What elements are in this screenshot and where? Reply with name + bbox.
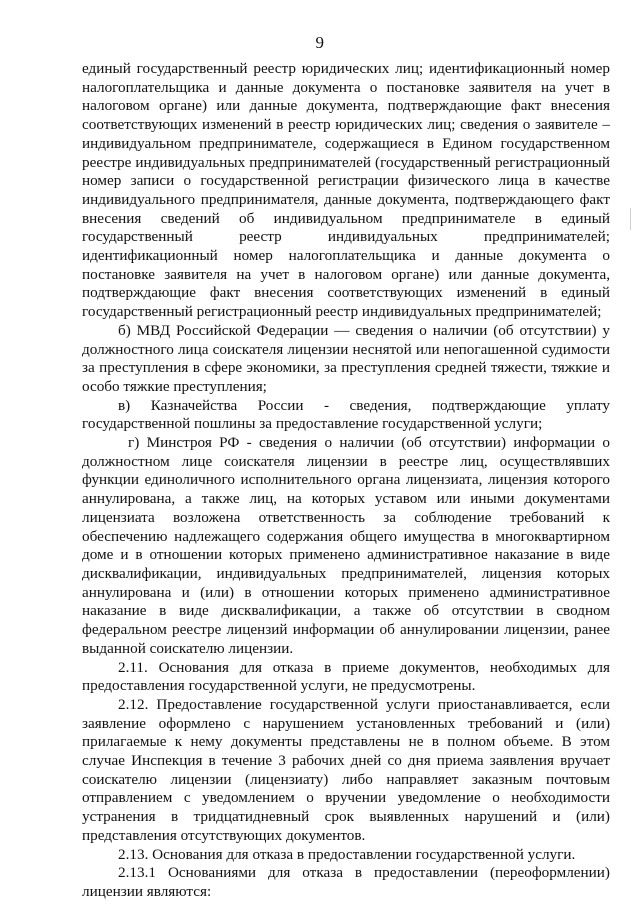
paragraph-treasury: в) Казначейства России - сведения, подтверждающие уплату государственной пошлины за предоставление государственной услуги; — [82, 396, 610, 433]
document-body — [82, 60, 610, 902]
paragraph-mvd: б) МВД Российской Федерации — сведения о наличии (об отсутствии) у должностного лица соискателя лицензии неснятой или непогашенной судимости за преступления в сфере экономики, за преступления средней тяжести, тяжкие и особо тяжкие преступления; — [82, 321, 610, 395]
paragraph-2-12: 2.12. Предоставление государственной услуги приостанавливается, если заявление оформлено с нарушением установленных требований и (или) прилагаемые к нему документы представлены не в полном объеме. В этом случае Инспекция в течение 3 рабочих дней со дня приема заявления вручает соискателю лицензии (лицензиату) либо направляет заказным почтовым отправлением с уведомлением о вручении уведомление о необходимости устранения в тридцатидневный срок выявленных нарушений и (или) представления отсутствующих документов. — [82, 695, 610, 844]
paragraph-2-11: 2.11. Основания для отказа в приеме документов, необходимых для предоставления государственной услуги, не предусмотрены. — [82, 658, 610, 695]
paragraph-minstroy: г) Минстроя РФ - сведения о наличии (об отсутствии) информации о должностном лице соискателя лицензии в реестре лиц, осуществлявших функции единоличного исполнительного органа лицензиата, лицензия которого аннулирована, а также лиц, на которых уставом или иными документами лицензиата возложена ответственность за соблюдение требований к обеспечению надлежащего содержания общего имущества в многоквартирном доме и в отношении которых применено административное наказание в виде дисквалификации, индивидуальных предпринимателей, лицензия которых аннулирована и (или) в отношении которых применено административное наказание в виде дисквалификации, а также об отсутствии в сводном федеральном реестре лицензий информации об аннулировании лицензии, ранее выданной соискателю лицензии. — [82, 434, 610, 657]
paragraph-egrul-egrip-info: единый государственный реестр юридических лиц; идентификационный номер налогоплательщика и данные документа о постановке заявителя на учет в налоговом органе) или данные документа, подтверждающие факт внесения соответствующих изменений в реестр юридических лиц; сведения о заявителе – индивидуальном предпринимателе, содержащиеся в Едином государственном реестре индивидуальных предпринимателей (государственный регистрационный номер записи о государственной регистрации физического лица в качестве индивидуального предпринимателя, данные документа, подтверждающего факт внесения сведений об индивидуальном предпринимателе в единый государственный реестр индивидуальных предпринимателей; идентификационный номер налогоплательщика и данные документа о постановке заявителя на учет в налоговом органе) или данные документа, подтверждающие факт внесения соответствующих изменений в единый государственный регистрационный реестр индивидуальных предпринимателей; — [82, 60, 610, 321]
scan-artifact — [630, 208, 631, 230]
page-number: 9 — [315, 33, 325, 52]
paragraph-2-13: 2.13. Основания для отказа в предоставлении государственной услуги. — [118, 845, 576, 863]
paragraph-2-13-1: 2.13.1 Основаниями для отказа в предоставлении (переоформлении) лицензии являются: — [82, 864, 610, 900]
